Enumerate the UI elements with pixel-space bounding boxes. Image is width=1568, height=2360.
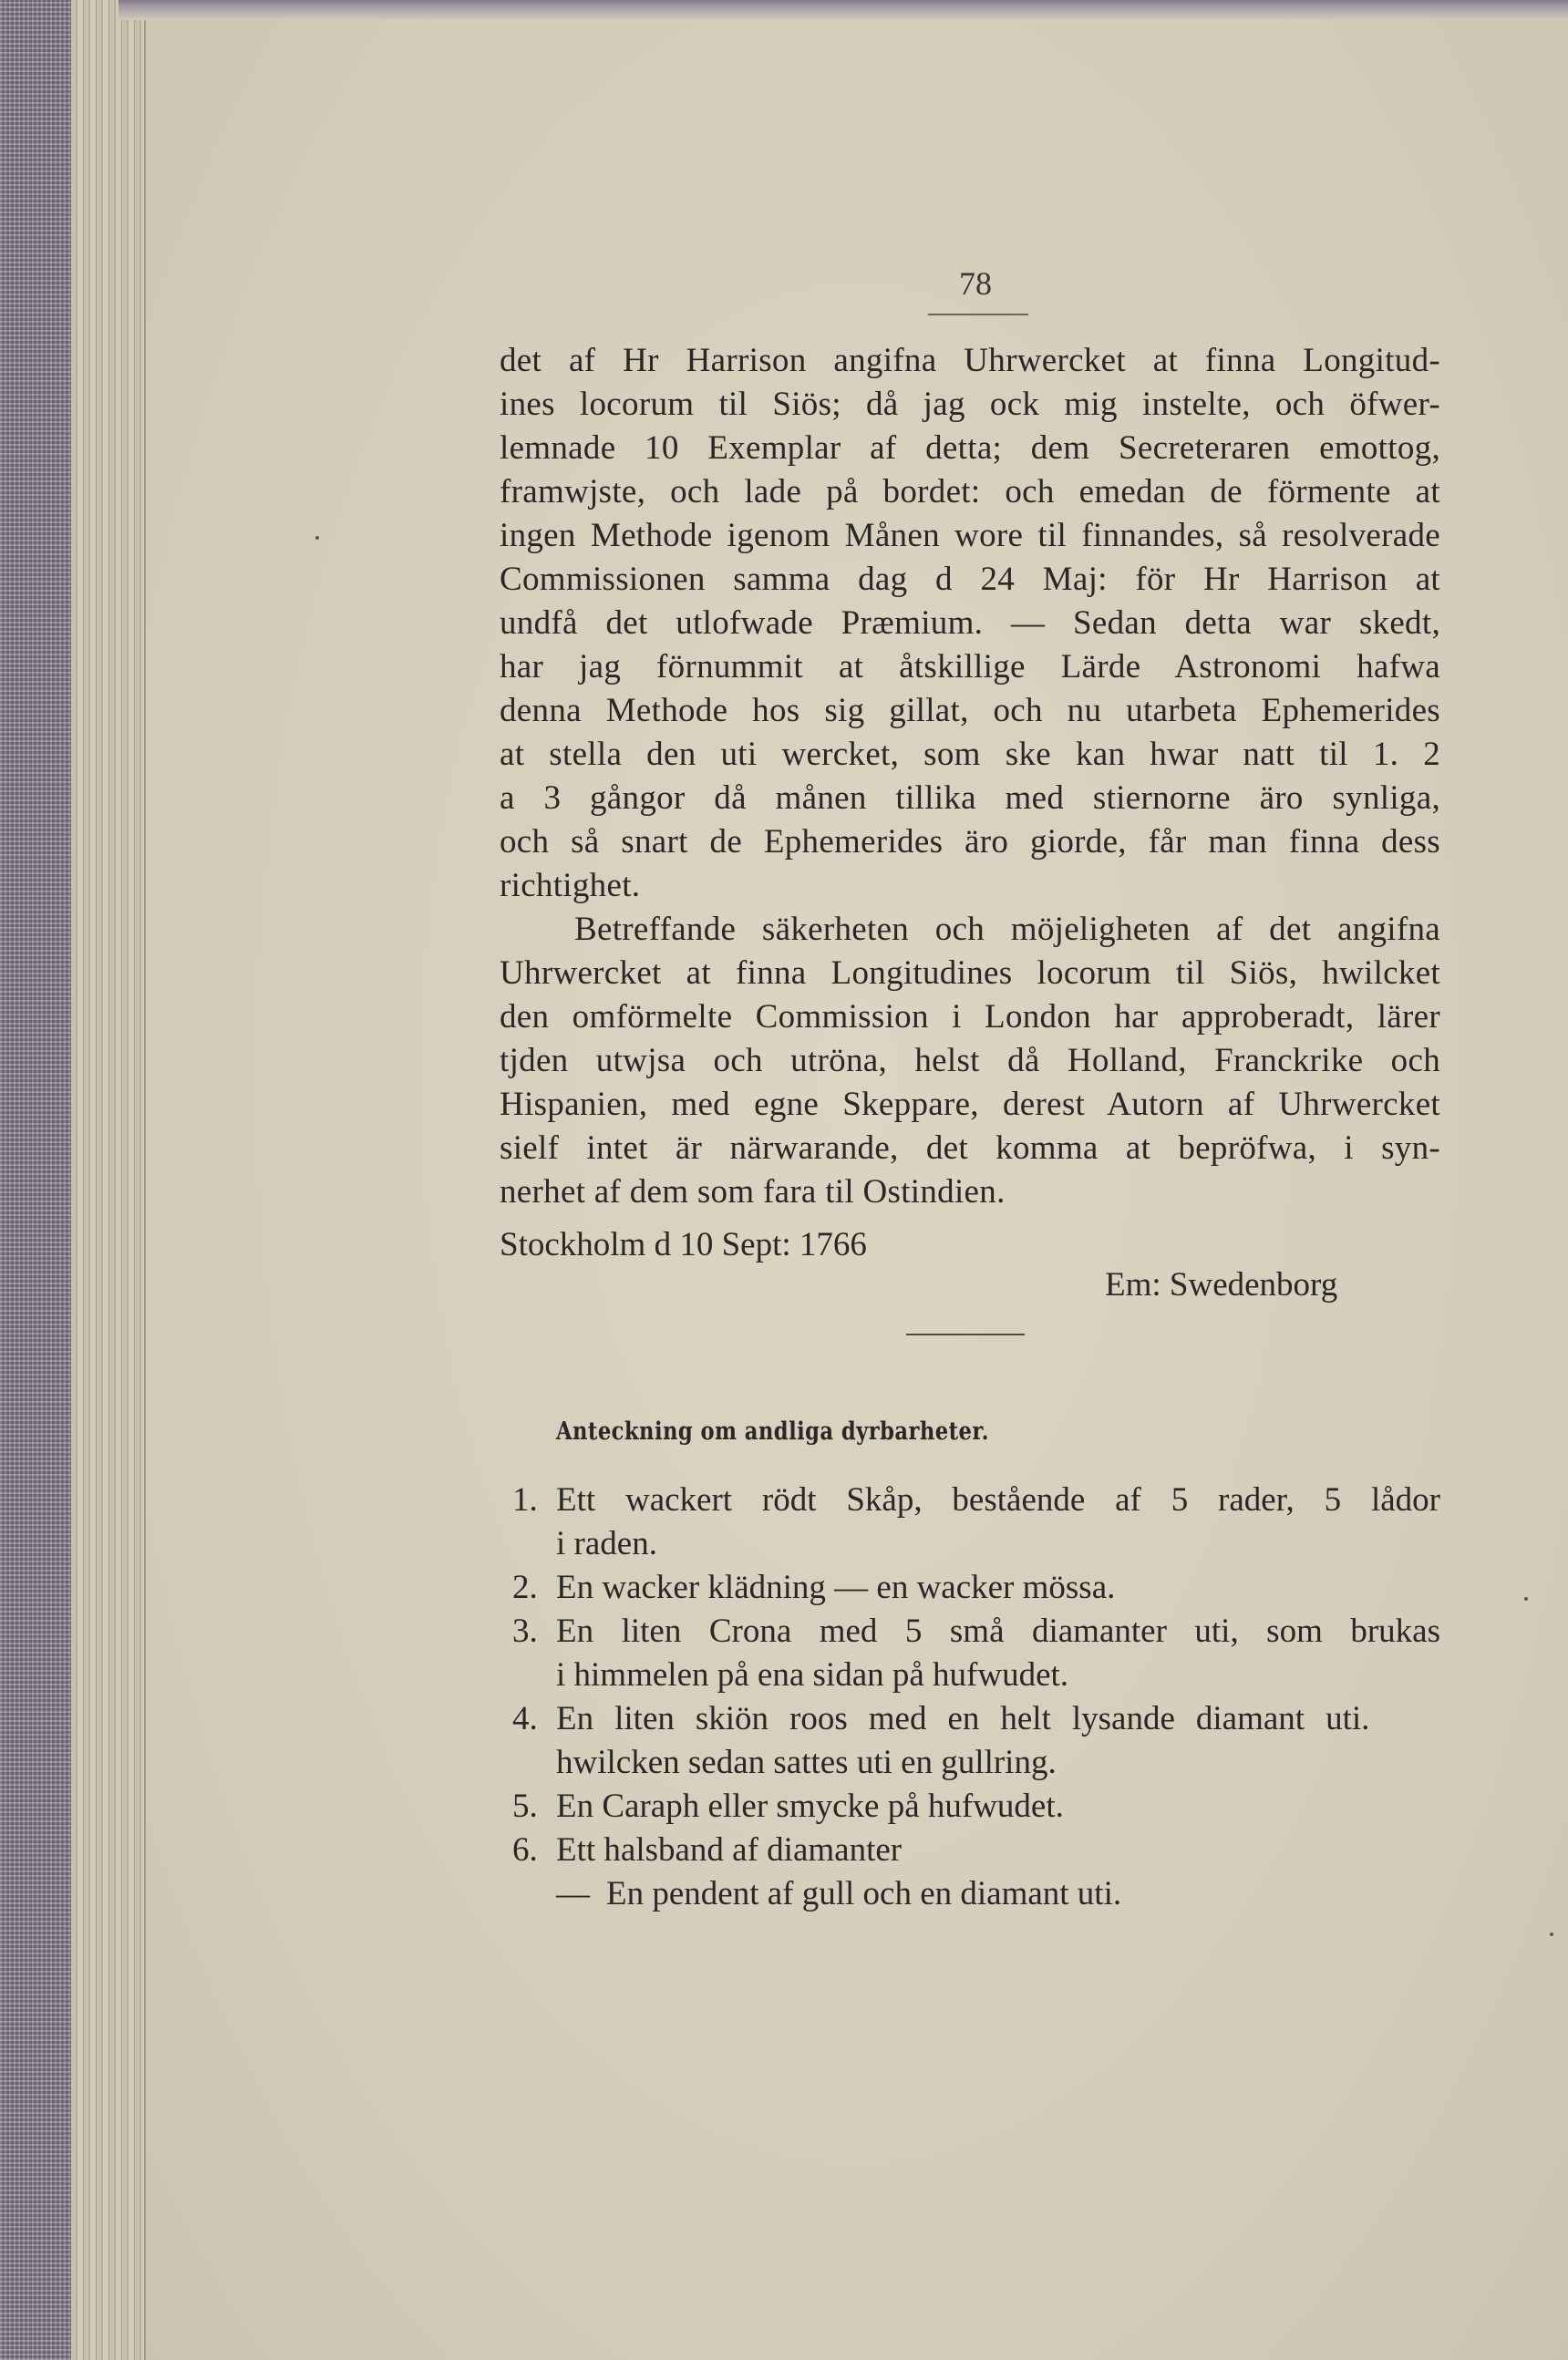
page-edges [71,0,146,2360]
list-item [500,1785,1440,1829]
list-item-number: 3. [512,1613,538,1650]
list-continuation-line [500,1872,1440,1916]
body-line: det af Hr Harrison angifna Uhrwercket at finna Longitud- [500,342,1440,379]
top-page-edge [119,0,1568,20]
list-item [500,1697,1440,1785]
body-line: framwjste, och lade på bordet: och emedan de förmente at [500,473,1440,510]
list-item-line: hwilcken sedan sattes uti en gullring. [556,1744,1057,1781]
list-item-line: En liten skiön roos med en helt lysande diamant uti. [556,1700,1370,1737]
list-item-line: Ett halsband af diamanter [556,1831,903,1869]
body-line: ingen Methode igenom Månen wore til finnandes, så resolverade [500,517,1440,554]
body-line: at stella den uti wercket, som ske kan hwar natt til 1. 2 [500,736,1440,773]
body-line: lemnade 10 Exemplar af detta; dem Secreteraren emottog, [500,429,1440,467]
dash-mark: — [556,1875,590,1912]
section-heading: Anteckning om andliga dyrbarheter. [556,1417,989,1446]
list-item-line: En wacker klädning — en wacker mössa. [556,1569,1116,1606]
body-line: Commissionen samma dag d 24 Maj: för Hr Harrison at [500,561,1440,598]
section-divider [906,1334,1025,1335]
body-line: denna Methode hos sig gillat, och nu utarbeta Ephemerides [500,692,1440,729]
list-item [500,1566,1440,1610]
body-line: tjden utwjsa och utröna, helst då Holland, Franckrike och [500,1042,1440,1079]
list-item [500,1610,1440,1697]
list-item-number: 5. [512,1788,538,1825]
list-item-line: Ett wackert rödt Skåp, bestående af 5 rader, 5 lådor [556,1481,1440,1519]
body-line: richtighet. [500,867,641,904]
list-item-number: 6. [512,1831,538,1869]
paper-speck [1550,1932,1553,1936]
paper-speck [1524,1597,1528,1601]
body-line: och så snart de Ephemerides äro giorde, får man finna dess [500,823,1440,861]
body-line: den omförmelte Commission i London har approberadt, lärer [500,998,1440,1036]
body-line: nerhet af dem som fara til Ostindien. [500,1173,1006,1211]
list-item-number: 4. [512,1700,538,1737]
paper-speck [315,536,319,540]
list-item-line: En liten Crona med 5 små diamanter uti, som brukas [556,1613,1440,1650]
body-line: a 3 gångor då månen tillika med stiernorne äro synliga, [500,779,1440,817]
page-number-rule [928,314,1028,315]
list-item-number: 2. [512,1569,538,1606]
list-item-number: 1. [512,1481,538,1519]
page-number: 78 [959,265,992,302]
list-item [500,1829,1440,1872]
body-line: ines locorum til Siös; då jag ock mig instelte, och öfwer- [500,386,1440,423]
list-item-line: En Caraph eller smycke på hufwudet. [556,1788,1064,1825]
list-item-line: i raden. [556,1525,657,1562]
body-line: undfå det utlofwade Præmium. — Sedan detta war skedt, [500,604,1440,642]
list-continuation-text: En pendent af gull och en diamant uti. [606,1875,1122,1912]
body-line: Hispanien, med egne Skeppare, derest Autorn af Uhrwercket [500,1086,1440,1123]
body-line: Uhrwercket at finna Longitudines locorum til Siös, hwilcket [500,954,1440,992]
letter-body [500,339,1440,1214]
treasure-list [500,1479,1440,1916]
list-item [500,1479,1440,1566]
body-line: Betreffande säkerheten och möjeligheten af det angifna [574,911,1440,948]
body-line: har jag förnummit at åtskillige Lärde Astronomi hafwa [500,648,1440,685]
book-binding-cloth [0,0,71,2360]
list-item-line: i himmelen på ena sidan på hufwudet. [556,1656,1069,1694]
body-line: sielf intet är närwarande, det komma at bepröfwa, i syn- [500,1129,1440,1167]
place-date: Stockholm d 10 Sept: 1766 [500,1226,867,1263]
signature: Em: Swedenborg [1105,1266,1338,1304]
